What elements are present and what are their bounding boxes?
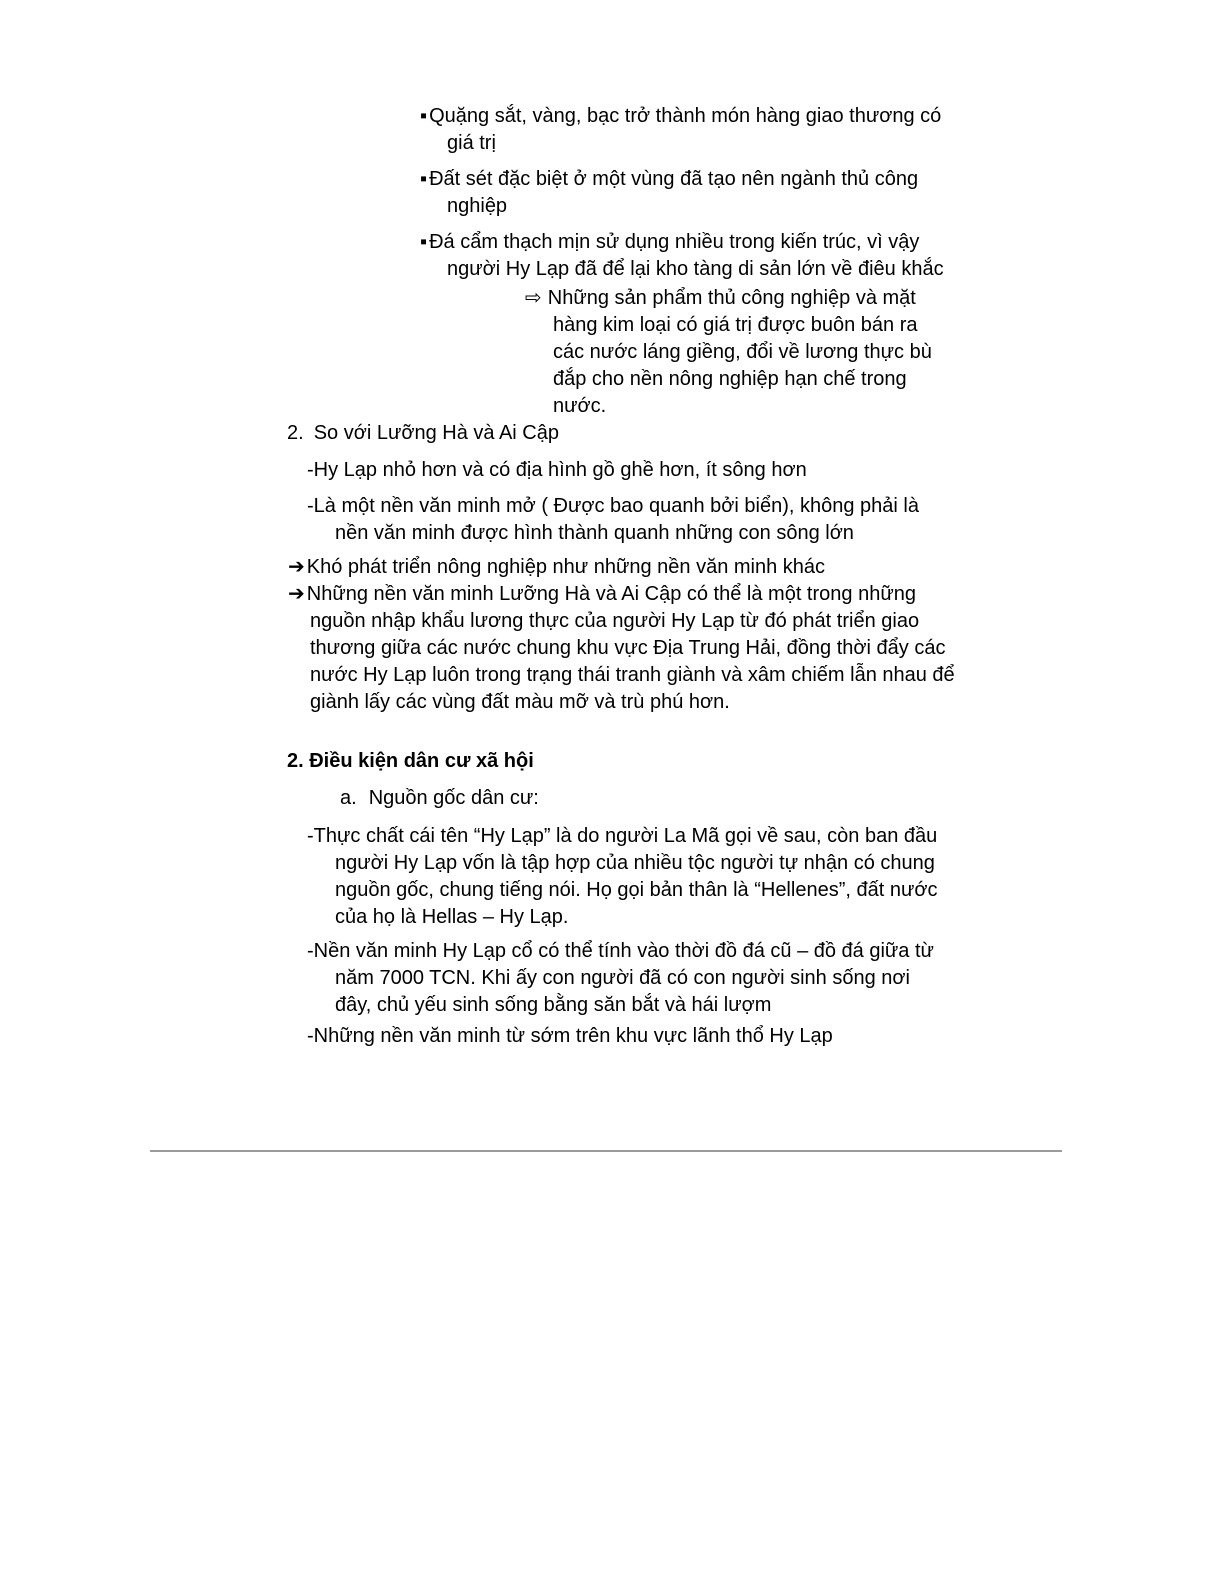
dash-item [307,938,943,1019]
conclusion-arrow-item [288,554,960,581]
conclusion-text: Khó phát triển nông nghiệp như những nền văn minh khác [306,556,826,578]
dash-marker: - [307,825,314,847]
bullet-item-text: Quặng sắt, vàng, bạc trở thành món hàng giao thương có giá trị [429,105,942,154]
sub-heading-item [340,785,1225,812]
dash-item-text: Là một nền văn minh mở ( Được bao quanh bởi biển), không phải là nền văn minh được hình thành quanh những con sông lớn [313,495,919,544]
square-bullet-icon: ▪ [420,105,428,127]
conclusion-arrow-item [288,581,960,716]
section-heading-text: 2. Điều kiện dân cư xã hội [287,750,534,772]
dash-marker: - [307,940,314,962]
dash-item-text: Thực chất cái tên “Hy Lạp” là do người La Mã gọi về sau, còn ban đầu người Hy Lạp vốn là tập hợp của nhiều tộc người tự nhận có chung nguồn gốc, chung tiếng nói. Họ gọi bản thân là “Hellenes”, đất nước của họ là Hellas – Hy Lạp. [313,825,938,928]
horizontal-rule [150,1150,1062,1152]
dash-marker: - [307,495,314,517]
letter-marker: a. [340,787,357,809]
dash-item-text: Những nền văn minh từ sớm trên khu vực lãnh thổ Hy Lạp [313,1025,833,1047]
dash-marker: - [307,1025,314,1047]
bullet-item [420,229,955,283]
heavy-arrow-icon: ➔ [288,583,305,605]
square-bullet-icon: ▪ [420,168,428,190]
arrow-note-text: Những sản phẩm thủ công nghiệp và mặt hàng kim loại có giá trị được buôn bán ra các nước láng giềng, đổi về lương thực bù đắp cho nền nông nghiệp hạn chế trong nước. [547,287,932,417]
dash-item [307,823,943,931]
sub-heading-text: Nguồn gốc dân cư: [368,787,539,809]
dash-item [307,457,943,484]
section-heading [287,748,1225,775]
dash-item [307,1023,943,1050]
numbered-list-item [287,420,1225,447]
conclusion-text: Những nền văn minh Lưỡng Hà và Ai Cập có thể là một trong những nguồn nhập khẩu lương thực của người Hy Lạp từ đó phát triển giao thương giữa các nước chung khu vực Địa Trung Hải, đồng thời đẩy các nước Hy Lạp luôn trong trạng thái tranh giành và xâm chiếm lẫn nhau để giành lấy các vùng đất màu mỡ và trù phú hơn. [306,583,955,713]
rightwards-arrow-icon: ⇨ [525,287,542,309]
bullet-item-text: Đất sét đặc biệt ở một vùng đã tạo nên ngành thủ công nghiệp [429,168,919,217]
number-marker: 2. [287,422,304,444]
dash-item-text: Hy Lạp nhỏ hơn và có địa hình gồ ghề hơn, ít sông hơn [313,459,807,481]
dash-item-text: Nền văn minh Hy Lạp cổ có thể tính vào thời đồ đá cũ – đồ đá giữa từ năm 7000 TCN. Khi ấy con người đã có con người sinh sống nơi đây, chủ yếu sinh sống bằng săn bắt và hái lượm [313,940,934,1016]
square-bullet-icon: ▪ [420,231,428,253]
dash-marker: - [307,459,314,481]
heavy-arrow-icon: ➔ [288,556,305,578]
bullet-item [420,166,955,220]
dash-item [307,493,943,547]
arrow-note-item [525,285,950,420]
numbered-item-text: So với Lưỡng Hà và Ai Cập [313,422,559,444]
bullet-item-text: Đá cẩm thạch mịn sử dụng nhiều trong kiến trúc, vì vậy người Hy Lạp đã để lại kho tàng di sản lớn về điêu khắc [429,231,944,280]
bullet-item [420,103,955,157]
